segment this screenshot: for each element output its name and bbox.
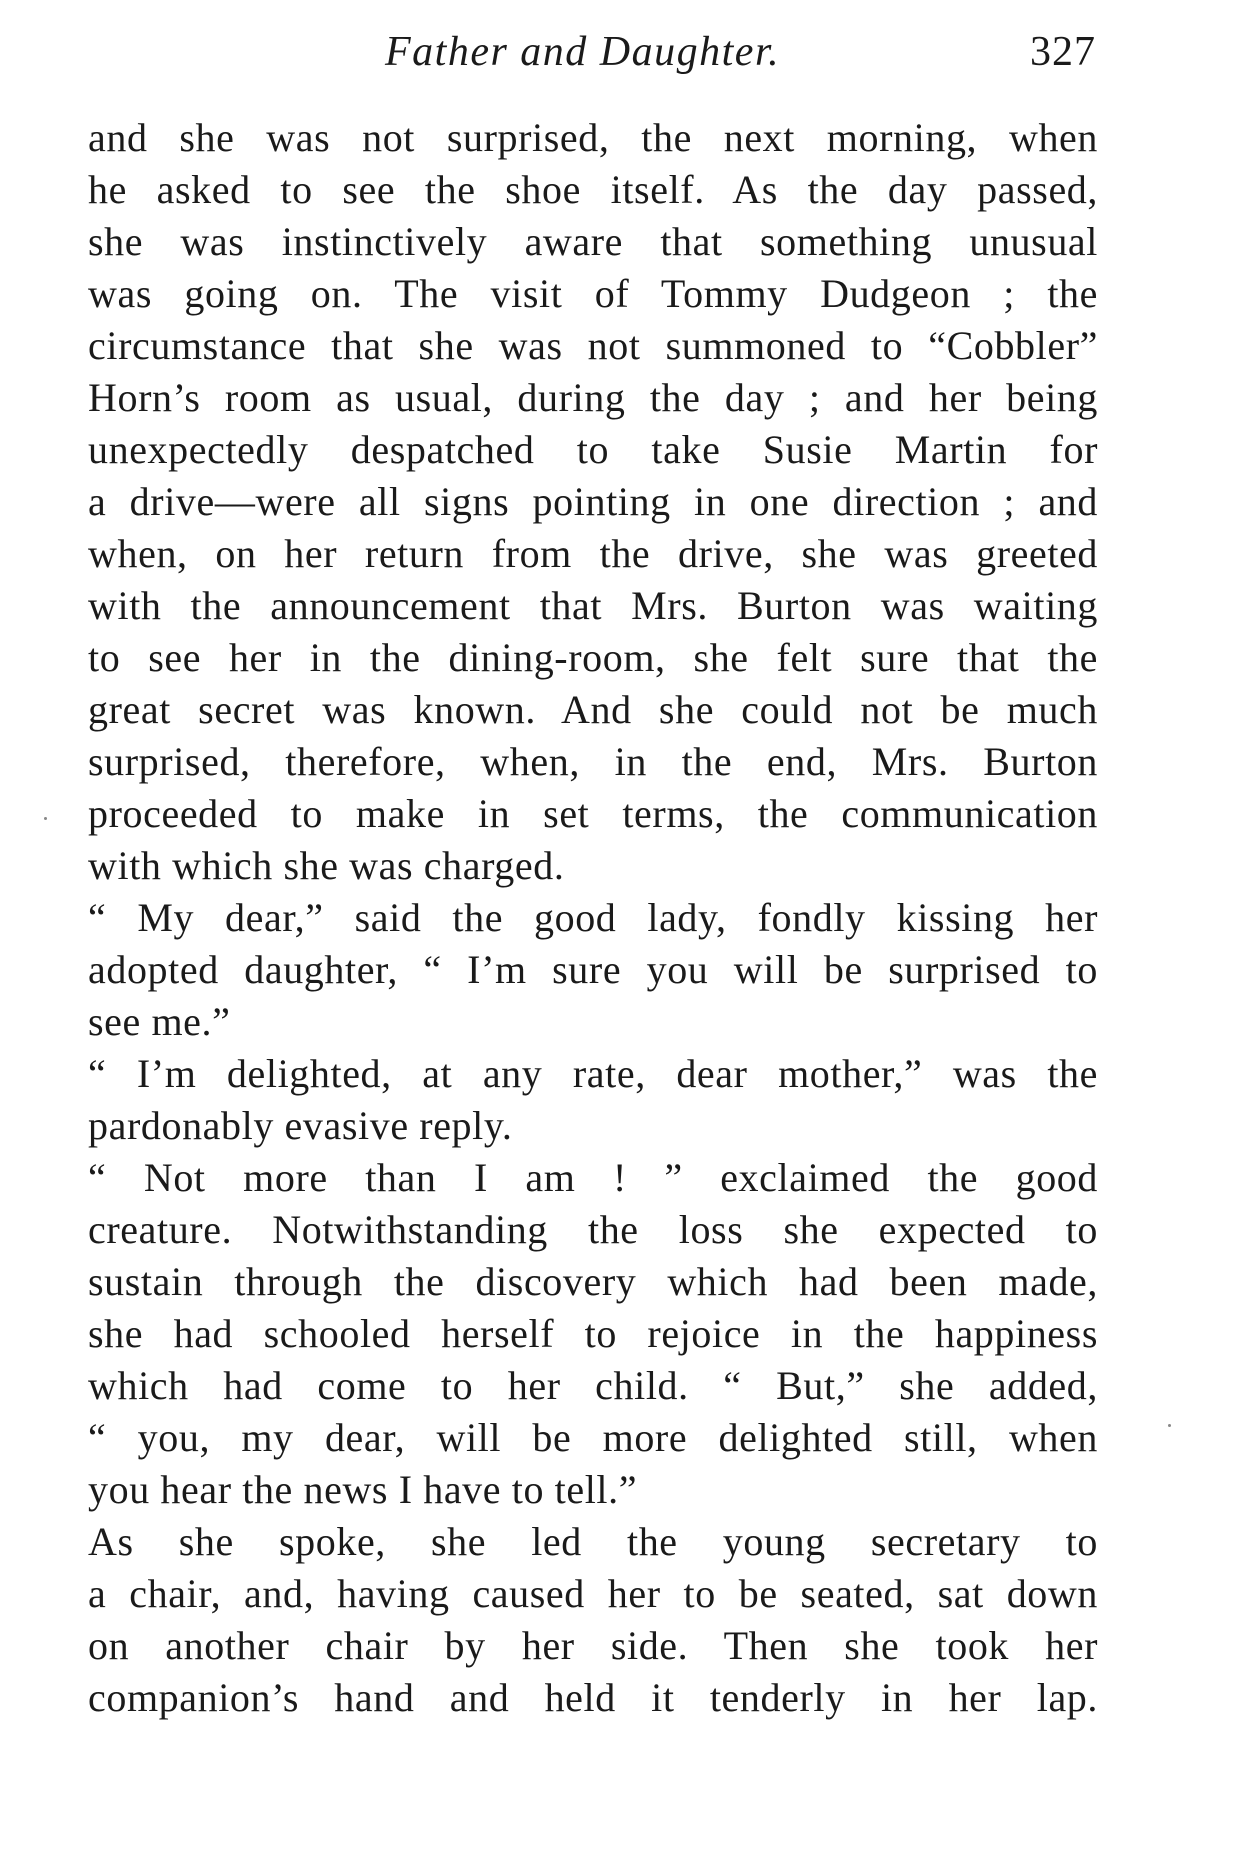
running-title: Father and Daughter.	[385, 29, 781, 75]
text-line: surprised, therefore, when, in the end, Mrs. Burton	[88, 739, 1098, 784]
text-line: sustain through the discovery which had been made,	[88, 1259, 1098, 1304]
paper-speck	[44, 817, 47, 820]
text-line: on another chair by her side. Then she took her	[88, 1623, 1098, 1668]
text-line: great secret was known. And she could not be much	[88, 687, 1098, 732]
text-line: and she was not surprised, the next morning, when	[88, 115, 1098, 160]
text-line: proceeded to make in set terms, the communication	[88, 791, 1098, 836]
text-line: to see her in the dining-room, she felt sure that the	[88, 635, 1098, 680]
text-line: adopted daughter, “ I’m sure you will be surprised to	[88, 947, 1098, 992]
text-line: “ I’m delighted, at any rate, dear mother,” was the	[88, 1051, 1098, 1096]
text-line: a chair, and, having caused her to be seated, sat down	[88, 1571, 1098, 1616]
page-number: 327	[1030, 29, 1096, 75]
text-line: with the announcement that Mrs. Burton was waiting	[88, 583, 1098, 628]
text-line: which had come to her child. “ But,” she added,	[88, 1363, 1098, 1408]
text-line: unexpectedly despatched to take Susie Martin for	[88, 427, 1098, 472]
text-line: she was instinctively aware that something unusual	[88, 219, 1098, 264]
text-line: As she spoke, she led the young secretary to	[88, 1519, 1098, 1564]
text-line: pardonably evasive reply.	[88, 1103, 513, 1148]
body-text	[88, 112, 1098, 1724]
text-line: he asked to see the shoe itself. As the day passed,	[88, 167, 1098, 212]
running-head	[0, 22, 1245, 82]
text-line: see me.”	[88, 999, 231, 1044]
text-line: you hear the news I have to tell.”	[88, 1467, 638, 1512]
text-line: with which she was charged.	[88, 843, 565, 888]
paper-speck	[1168, 1424, 1171, 1427]
text-line: creature. Notwithstanding the loss she expected to	[88, 1207, 1098, 1252]
text-line: Horn’s room as usual, during the day ; and her being	[88, 375, 1098, 420]
text-line: she had schooled herself to rejoice in the happiness	[88, 1311, 1098, 1356]
text-line: was going on. The visit of Tommy Dudgeon ; the	[88, 271, 1098, 316]
text-line: “ My dear,” said the good lady, fondly kissing her	[88, 895, 1098, 940]
text-line: “ Not more than I am ! ” exclaimed the good	[88, 1155, 1098, 1200]
text-line: when, on her return from the drive, she was greeted	[88, 531, 1098, 576]
text-line: “ you, my dear, will be more delighted still, when	[88, 1415, 1098, 1460]
text-line: companion’s hand and held it tenderly in her lap.	[88, 1675, 1098, 1720]
text-line: circumstance that she was not summoned to “Cobbler”	[88, 323, 1098, 368]
text-line: a drive—were all signs pointing in one direction ; and	[88, 479, 1098, 524]
